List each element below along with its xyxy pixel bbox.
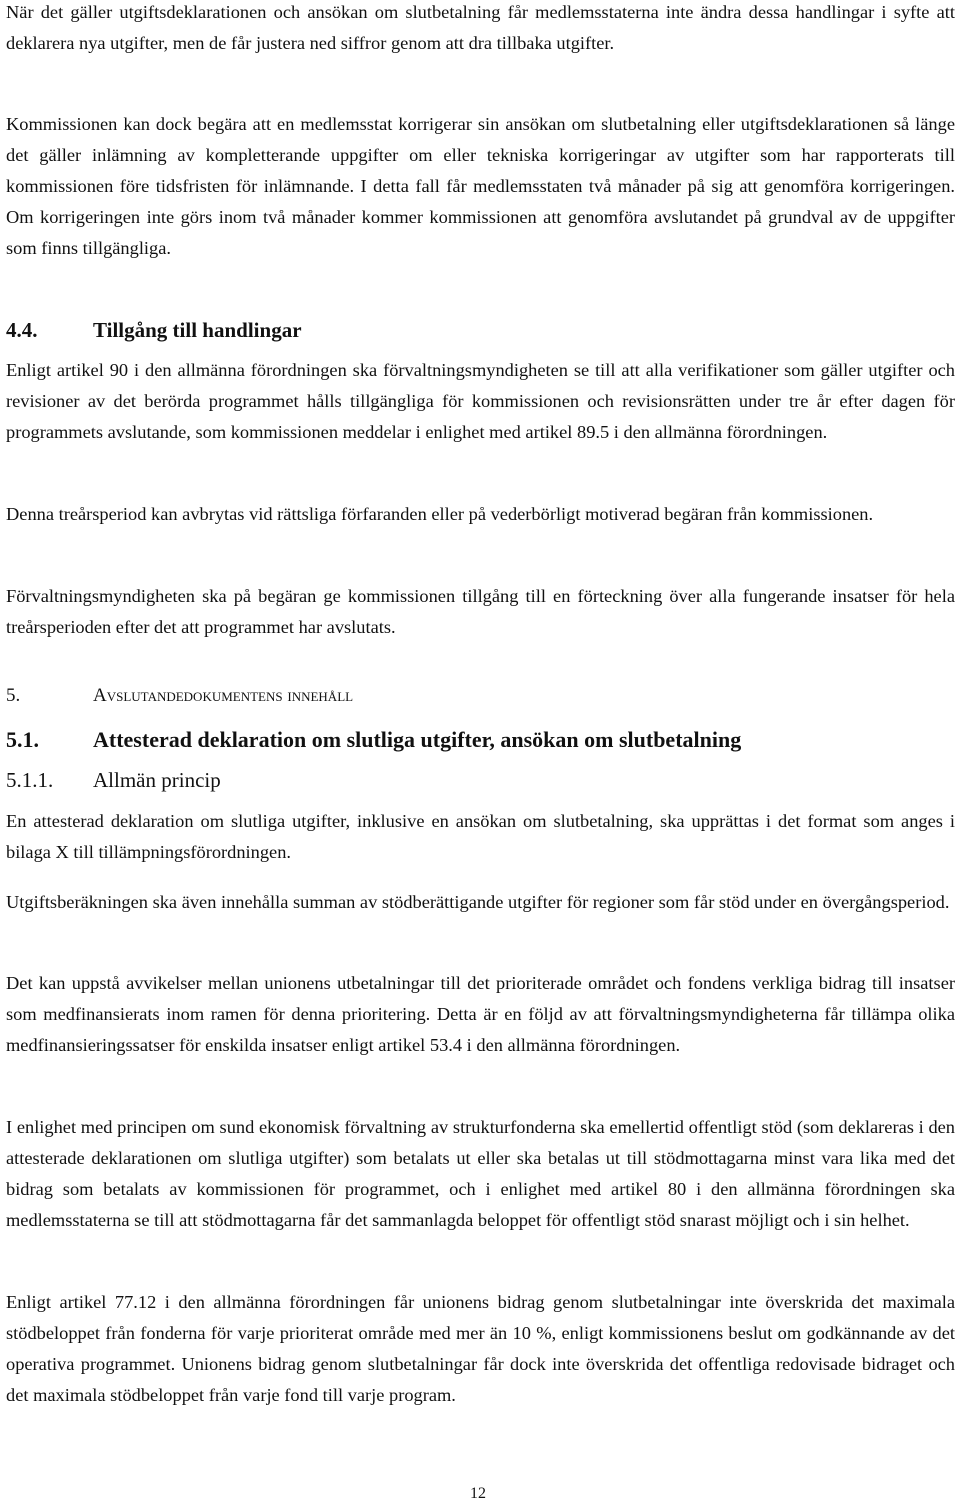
heading-text: Attesterad deklaration om slutliga utgifter, ansökan om slutbetalning	[93, 727, 742, 752]
heading-5-1-1	[6, 765, 221, 796]
heading-text: Tillgång till handlingar	[93, 318, 302, 342]
paragraph: Enligt artikel 90 i den allmänna förordningen ska förvaltningsmyndigheten se till att alla verifikationer som gäller utgifter och revisioner av det berörda programmet hålls tillgängliga för kommissionen och revisionsrätten under tre år efter dagen för programmets avslutande, som kommissionen meddelar i enlighet med artikel 89.5 i den allmänna förordningen.	[6, 360, 955, 442]
heading-5-1	[6, 724, 741, 755]
heading-text: Allmän princip	[93, 768, 221, 792]
heading-number: 4.4.	[6, 318, 38, 342]
heading-5	[6, 680, 353, 711]
paragraph: Kommissionen kan dock begära att en medlemsstat korrigerar sin ansökan om slutbetalning eller utgiftsdeklarationen så länge det gäller inlämning av kompletterande uppgifter om eller tekniska korrigeringar av utgifter som har rapporterats till kommissionen före tidsfristen för inlämnande. I detta fall får medlemsstaten två månader på sig att genomföra korrigeringen. Om korrigeringen inte görs inom två månader kommer kommissionen att genomföra avslutandet på grundval av de uppgifter som finns tillgängliga.	[6, 114, 955, 258]
page-number: 12	[470, 1485, 486, 1502]
paragraph: I enlighet med principen om sund ekonomisk förvaltning av strukturfonderna ska emellertid offentligt stöd (som deklareras i den attesterade deklarationen om slutliga utgifter) som betalats ut eller ska betalas ut till stödmottagarna minst vara lika med det bidrag som betalats av kommissionen för programmet, och i enlighet med artikel 80 i den allmänna förordningen ska medlemsstaterna se till att stödmottagarna får det sammanlagda beloppet för offentligt stöd snarast möjligt och i sin helhet.	[6, 1117, 955, 1230]
paragraph: Utgiftsberäkningen ska även innehålla summan av stödberättigande utgifter för regioner som får stöd under en övergångsperiod.	[6, 892, 950, 912]
paragraph: Förvaltningsmyndigheten ska på begäran ge kommissionen tillgång till en förteckning över alla fungerande insatser för hela treårsperioden efter det att programmet har avslutats.	[6, 586, 955, 637]
heading-number: 5.	[6, 685, 21, 706]
paragraph: När det gäller utgiftsdeklarationen och ansökan om slutbetalning får medlemsstaterna inte ändra dessa handlingar i syfte att deklarera nya utgifter, men de får justera ned siffror genom att dra tillbaka utgifter.	[6, 2, 955, 53]
heading-number: 5.1.1.	[6, 768, 54, 792]
paragraph: Denna treårsperiod kan avbrytas vid rättsliga förfaranden eller på vederbörligt motiverad begäran från kommissionen.	[6, 504, 874, 524]
heading-number: 5.1.	[6, 727, 39, 752]
heading-4-4	[6, 315, 302, 346]
heading-text: Avslutandedokumentens innehåll	[93, 685, 354, 706]
paragraph: Det kan uppstå avvikelser mellan unionens utbetalningar till det prioriterade området och fondens verkliga bidrag till insatser som medfinansierats inom ramen för denna prioritering. Detta är en följd av att förvaltningsmyndigheterna får tillämpa olika medfinansieringssatser för enskilda insatser enligt artikel 53.4 i den allmänna förordningen.	[6, 973, 955, 1055]
paragraph: Enligt artikel 77.12 i den allmänna förordningen får unionens bidrag genom slutbetalningar inte överskrida det maximala stödbeloppet från fonderna för varje prioriterat område med mer än 10 %, enligt kommissionens beslut om godkännande av det operativa programmet. Unionens bidrag genom slutbetalningar får dock inte överskrida det offentliga redovisade bidraget och det maximala stödbeloppet från varje fond till varje program.	[6, 1292, 955, 1405]
paragraph: En attesterad deklaration om slutliga utgifter, inklusive en ansökan om slutbetalning, ska upprättas i det format som anges i bilaga X till tillämpningsförordningen.	[6, 811, 955, 862]
